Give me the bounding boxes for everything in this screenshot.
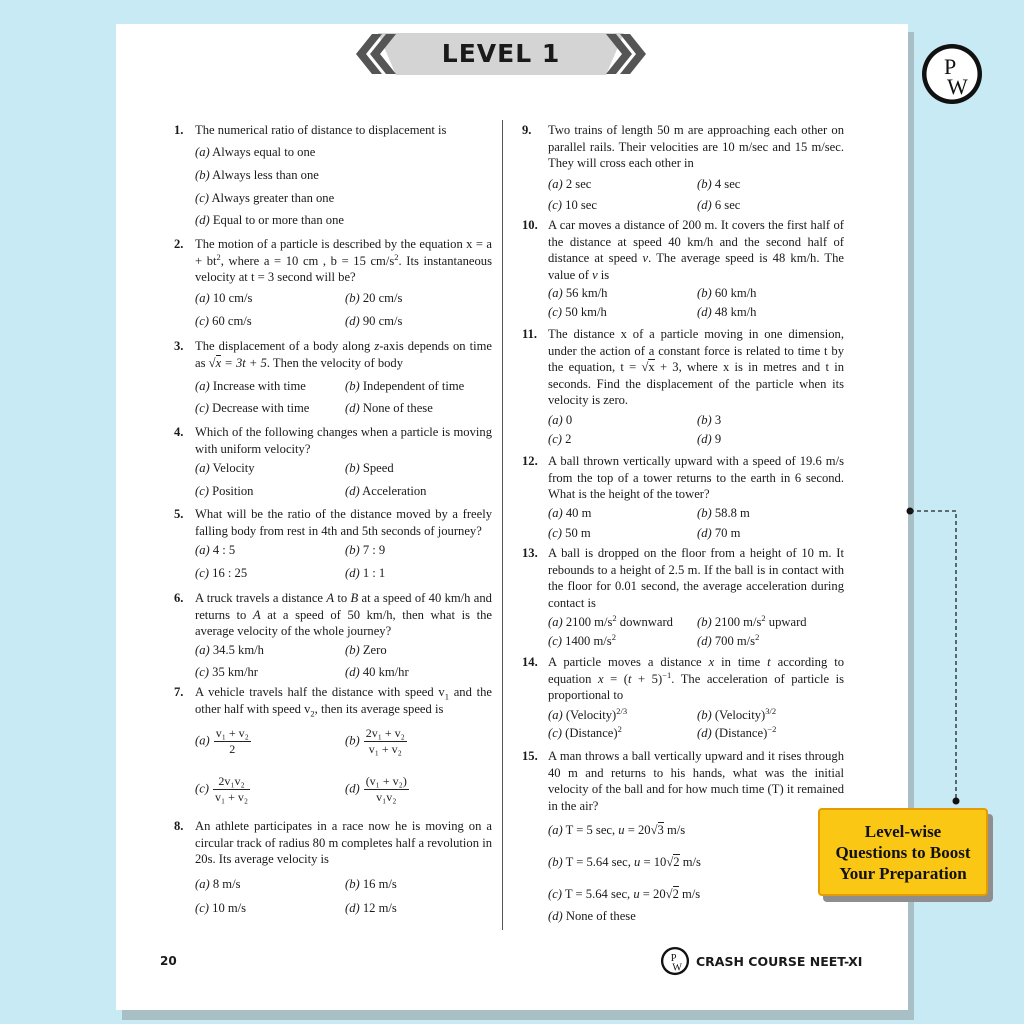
question-13: 13. A ball is dropped on the floor from a height of 10 m. It rebounds to a height of 2.5 m. If the ball is in contact with the floor for 0.01 second, the average acceleration during contact is (a) 2100 $m/s^2$ downward (b) 2100 $m/s^2$ upward (c) 1400 $m/s^2$ (d) 700 $m/s^2$ bbox=[522, 546, 844, 648]
option-a[interactable]: Velocity bbox=[212, 461, 255, 475]
option-d[interactable]: None of these bbox=[362, 401, 433, 415]
question-number: 14. bbox=[522, 655, 538, 669]
option-d[interactable]: Equal to or more than one bbox=[212, 213, 344, 227]
option-d[interactable]: 9 bbox=[714, 432, 722, 446]
question-3: 3. The displacement of a body along z-axis depends on time as √x = 3t + 5. Then the velocity of body (a) Increase with time (b) Independent of time (c) Decrease with time (d) None of these bbox=[174, 339, 492, 415]
question-number: 5. bbox=[174, 507, 184, 521]
option-d[interactable]: $\frac{\text{(v₁ + v₂)}}{\text{v₁v₂}}$ bbox=[365, 774, 407, 804]
question-text: A ball thrown vertically upward with a speed of 19.6 m/s from the top of a tower returns to the earth in 6 second. What is the height of the tower? bbox=[548, 454, 844, 502]
option-c[interactable]: 16 : 25 bbox=[212, 566, 248, 580]
option-a[interactable]: Increase with time bbox=[212, 379, 306, 393]
option-a[interactable]: 2 sec bbox=[565, 177, 592, 191]
level-title: LEVEL 1 bbox=[441, 39, 561, 68]
level-banner bbox=[356, 30, 646, 78]
question-text: A car moves a distance of 200 m. It covers the first half of the distance at speed 40 km/h and the second half of distance at speed v. The average speed is 48 km/h. The value of v is bbox=[548, 218, 844, 282]
option-b[interactable]: 20 cm/s bbox=[362, 291, 403, 305]
callout-box bbox=[818, 808, 988, 896]
question-number: 1. bbox=[174, 123, 184, 137]
option-d[interactable]: Acceleration bbox=[362, 484, 427, 498]
question-11: 11. The distance x of a particle moving in one dimension, under the action of a constant force is related to time t by the equation, t = √x + 3, where x is in metres and t in seconds. Find the displacement of the particle when its velocity is zero. (a) 0 (b) 3 (c) 2 (d) 9 bbox=[522, 327, 844, 446]
option-b[interactable]: 58.8 m bbox=[714, 506, 750, 520]
callout-line-3: Your Preparation bbox=[839, 863, 967, 883]
option-d[interactable]: 70 m bbox=[714, 526, 741, 540]
option-c[interactable]: 1400 $m/s^2$ bbox=[565, 631, 616, 648]
option-c[interactable]: $\frac{\text{2v₁v₂}}{\text{v₁ + v₂}}$ bbox=[214, 774, 249, 804]
option-c[interactable]: (Distance)$^2$ bbox=[565, 723, 622, 740]
callout-connector bbox=[904, 505, 964, 810]
question-text: A truck travels a distance A to B at a speed of 40 km/h and returns to A at a speed of 50 km/h, then what is the average velocity of the whole journey? bbox=[195, 591, 492, 639]
option-a[interactable]: 10 cm/s bbox=[212, 291, 253, 305]
option-a[interactable]: 8 m/s bbox=[212, 877, 241, 891]
question-text: A ball is dropped on the floor from a height of 10 m. It rebounds to a height of 2.5 m. If the ball is in contact with the floor for 0.01 second, the average acceleration during contact is bbox=[548, 546, 844, 610]
option-a[interactable]: 34.5 km/h bbox=[212, 643, 264, 657]
option-label: (d) bbox=[195, 213, 210, 227]
svg-text:P: P bbox=[944, 54, 957, 79]
question-8: 8. An athlete participates in a race now he is moving on a circular track of radius 80 m completes half a revolution in 20s. Its average velocity is (a) 8 m/s (b) 16 m/s (c) 10 m/s (d) 12 m/s bbox=[174, 819, 492, 915]
option-b[interactable]: 60 km/h bbox=[714, 286, 757, 300]
option-label: (c) bbox=[195, 191, 209, 205]
option-a[interactable]: 40 m bbox=[565, 506, 592, 520]
svg-text:P: P bbox=[670, 953, 677, 964]
question-number: 8. bbox=[174, 819, 184, 833]
option-a[interactable]: T = 5 sec, u = 20√3 m/s bbox=[565, 823, 686, 837]
option-b[interactable]: Independent of time bbox=[362, 379, 465, 393]
footer-title: CRASH COURSE NEET-XI bbox=[696, 954, 863, 969]
question-number: 2. bbox=[174, 237, 184, 251]
option-a[interactable]: Always equal to one bbox=[212, 145, 316, 159]
question-text: The distance x of a particle moving in one dimension, under the action of a constant force is related to time t by the equation, t = √x + 3, where x is in metres and t in seconds. Find the displacement of the particle when its velocity is zero. bbox=[548, 327, 844, 408]
question-text: A vehicle travels half the distance with speed $v_1$ and the other half with speed $v_2$, then its average speed is bbox=[195, 685, 492, 719]
option-b[interactable]: 7 : 9 bbox=[362, 543, 386, 557]
question-text: What will be the ratio of the distance moved by a freely falling body from rest in 4th and 5th seconds of journey? bbox=[195, 507, 492, 538]
option-a[interactable]: $\frac{\text{v₁ + v₂}}{2}$ bbox=[215, 726, 249, 756]
question-4: 4. Which of the following changes when a particle is moving with uniform velocity? (a) Velocity (b) Speed (c) Position (d) Acceleration bbox=[174, 425, 492, 498]
question-text: A particle moves a distance x in time t according to equation $x = (t + 5)^{-1}$. The acceleration of particle is proportional to bbox=[548, 655, 845, 703]
option-a[interactable]: 56 km/h bbox=[565, 286, 608, 300]
option-b[interactable]: Zero bbox=[362, 643, 387, 657]
option-c[interactable]: Always greater than one bbox=[211, 191, 335, 205]
option-c[interactable]: 10 sec bbox=[565, 198, 597, 212]
question-text: A man throws a ball vertically upward and it rises through 40 m and returns to his hands, what was the initial velocity of the ball and for how much time (T) it remained in the air? bbox=[548, 749, 844, 813]
option-c[interactable]: 35 km/hr bbox=[212, 665, 258, 679]
option-c[interactable]: 50 km/h bbox=[565, 305, 607, 319]
question-text: The displacement of a body along z-axis depends on time as √x = 3t + 5. Then the velocity of body bbox=[195, 339, 492, 370]
question-number: 13. bbox=[522, 546, 538, 560]
question-7: 7. A vehicle travels half the distance with speed $v_1$ and the other half with speed $v_2$, then its average speed is (a) $\frac{\text{v₁ + v₂}}{2}$ (b) $\frac{\text{2v₁ + v₂}}{\text{v₁ + v₂}}$ (c) $\frac{\text{2v₁v₂}}{\text{v₁ + v₂}}$ (d) $\frac{\text{(v₁ + v₂)}}{\text{v₁v₂}}$ bbox=[174, 685, 492, 804]
question-text: The numerical ratio of distance to displacement is bbox=[195, 123, 447, 137]
question-number: 4. bbox=[174, 425, 184, 439]
callout-line-2: Questions to Boost bbox=[835, 842, 971, 862]
pw-logo-icon bbox=[920, 42, 984, 106]
option-label: (a) bbox=[195, 145, 210, 159]
question-number: 6. bbox=[174, 591, 184, 605]
question-15: 15. A man throws a ball vertically upward and it rises through 40 m and returns to his hands, what was the initial velocity of the ball and for how much time (T) it remained in the air? (a) T = 5 sec, u = 20√3 m/s (b) T = 5.64 sec, u = 10√2 m/s (c) T = 5.64 sec, u = 20√2 m/s (d) None of these bbox=[522, 749, 844, 923]
question-number: 9. bbox=[522, 123, 532, 137]
option-c[interactable]: 10 m/s bbox=[212, 901, 247, 915]
option-d[interactable]: 700 $m/s^2$ bbox=[714, 631, 760, 648]
option-c[interactable]: Decrease with time bbox=[212, 401, 310, 415]
option-b[interactable]: $\frac{\text{2v₁ + v₂}}{\text{v₁ + v₂}}$ bbox=[365, 726, 405, 756]
option-a[interactable]: 4 : 5 bbox=[212, 543, 236, 557]
question-text: An athlete participates in a race now he is moving on a circular track of radius 80 m completes half a revolution in 20s. Its average velocity is bbox=[195, 819, 492, 867]
option-b[interactable]: 4 sec bbox=[714, 177, 741, 191]
option-c[interactable]: 60 cm/s bbox=[212, 314, 252, 328]
page-number: 20 bbox=[160, 954, 177, 968]
option-c[interactable]: Position bbox=[212, 484, 254, 498]
question-number: 7. bbox=[174, 685, 184, 699]
option-d[interactable]: (Distance)$^{-2}$ bbox=[714, 723, 777, 740]
callout-line-1: Level-wise bbox=[864, 821, 942, 841]
question-number: 11. bbox=[522, 327, 538, 341]
option-a[interactable]: 2100 $m/s^2$ downward bbox=[565, 612, 673, 629]
question-10: 10. A car moves a distance of 200 m. It covers the first half of the distance at speed 40 km/h and the second half of distance at speed v. The average speed is 48 km/h. The value of v is (a) 56 km/h (b) 60 km/h (c) 50 km/h (d) 48 km/h bbox=[522, 218, 844, 319]
column-divider bbox=[502, 120, 503, 930]
option-b[interactable]: 3 bbox=[714, 413, 722, 427]
option-c[interactable]: 50 m bbox=[565, 526, 591, 540]
question-number: 12. bbox=[522, 454, 538, 468]
question-6: 6. A truck travels a distance A to B at a speed of 40 km/h and returns to A at a speed of 50 km/h, then what is the average velocity of the whole journey? (a) 34.5 km/h (b) Zero (c) 35 km/hr (d) 40 km/hr bbox=[174, 591, 492, 679]
option-c[interactable]: 2 bbox=[565, 432, 572, 446]
option-b[interactable]: T = 5.64 sec, u = 10√2 m/s bbox=[565, 855, 701, 869]
option-a[interactable]: (Velocity)$^{2/3}$ bbox=[565, 705, 628, 722]
question-text: Which of the following changes when a particle is moving with uniform velocity? bbox=[195, 425, 492, 456]
option-label: (b) bbox=[195, 168, 210, 182]
svg-text:W: W bbox=[672, 962, 682, 974]
question-9: 9. Two trains of length 50 m are approaching each other on parallel rails. Their velocities are 10 m/sec and 15 m/sec. They will cross each other in (a) 2 sec (b) 4 sec (c) 10 sec (d) 6 sec bbox=[522, 123, 844, 212]
question-number: 3. bbox=[174, 339, 184, 353]
option-b[interactable]: 16 m/s bbox=[362, 877, 397, 891]
option-d[interactable]: 6 sec bbox=[714, 198, 741, 212]
option-d[interactable]: 1 : 1 bbox=[362, 566, 386, 580]
question-5: 5. What will be the ratio of the distance moved by a freely falling body from rest in 4th and 5th seconds of journey? (a) 4 : 5 (b) 7 : 9 (c) 16 : 25 (d) 1 : 1 bbox=[174, 507, 492, 580]
option-c[interactable]: T = 5.64 sec, u = 20√2 m/s bbox=[564, 887, 701, 901]
option-b[interactable]: Speed bbox=[362, 461, 394, 475]
question-text: Two trains of length 50 m are approaching each other on parallel rails. Their velocities are 10 m/sec and 15 m/sec. They will cross each other in bbox=[548, 123, 844, 171]
option-d[interactable]: None of these bbox=[565, 909, 636, 923]
question-12: 12. A ball thrown vertically upward with a speed of 19.6 m/s from the top of a tower returns to the earth in 6 second. What is the height of the tower? (a) 40 m (b) 58.8 m (c) 50 m (d) 70 m bbox=[522, 454, 844, 540]
pw-footer-logo-icon bbox=[660, 946, 690, 976]
question-number: 10. bbox=[522, 218, 538, 232]
question-text: The motion of a particle is described by the equation $x = a + bt^2$, where a = 10 cm , b = 15 $cm/s^2$. Its instantaneous velocity at t = 3 second will be? bbox=[195, 237, 493, 285]
question-number: 15. bbox=[522, 749, 538, 763]
option-d[interactable]: 12 m/s bbox=[362, 901, 397, 915]
option-b[interactable]: 2100 $m/s^2$ upward bbox=[714, 612, 807, 629]
option-d[interactable]: 48 km/h bbox=[714, 305, 757, 319]
svg-text:W: W bbox=[947, 74, 968, 99]
question-2: 2. The motion of a particle is described by the equation $x = a + bt^2$, where a = 10 cm , b = 15 $cm/s^2$. Its instantaneous velocity at t = 3 second will be? (a) 10 cm/s (b) 20 cm/s (c) 60 cm/s (d) 90 cm/s bbox=[174, 237, 493, 328]
option-b[interactable]: (Velocity)$^{3/2}$ bbox=[714, 705, 777, 722]
option-a[interactable]: 0 bbox=[565, 413, 573, 427]
question-14: 14. A particle moves a distance x in time t according to equation $x = (t + 5)^{-1}$. The acceleration of particle is proportional to (a) (Velocity)$^{2/3}$ (b) (Velocity)$^{3/2}$ (c) (Distance)$^2$ (d) (Distance)$^{-2}$ bbox=[522, 655, 845, 740]
option-d[interactable]: 40 km/hr bbox=[362, 665, 409, 679]
option-b[interactable]: Always less than one bbox=[212, 168, 319, 182]
question-1 bbox=[174, 122, 492, 227]
option-d[interactable]: 90 cm/s bbox=[362, 314, 403, 328]
